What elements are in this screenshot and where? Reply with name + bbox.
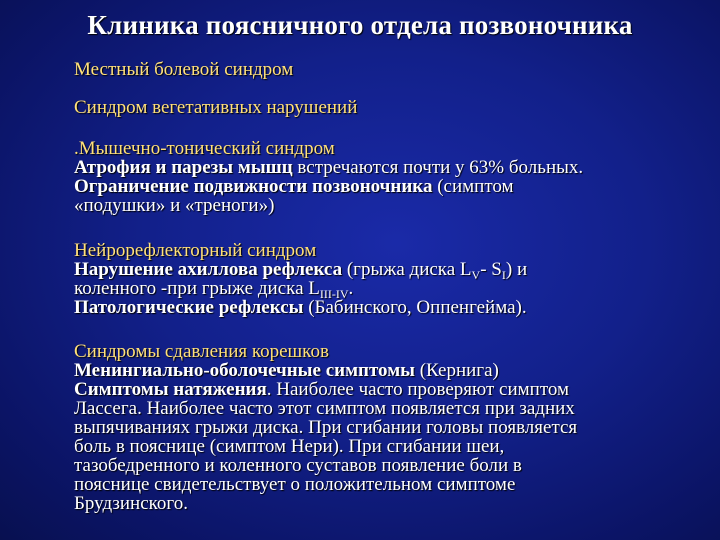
atrophy-bold: Атрофия и парезы мышц bbox=[74, 157, 293, 178]
neri-line: боль в пояснице (симптом Нери). При сгибании шеи, bbox=[74, 436, 505, 457]
knee-end: . bbox=[348, 278, 354, 299]
limit-rest: (симптом bbox=[432, 176, 514, 197]
tension-line bbox=[74, 380, 577, 399]
patho-rest: (Бабинского, Оппенгейма). bbox=[303, 297, 527, 318]
tension-rest: . Наиболее часто проверяют симптом bbox=[266, 379, 570, 400]
protrusion-line: выпячиваниях грыжи диска. При сгибании головы появляется bbox=[74, 417, 578, 438]
sub-v: V bbox=[471, 268, 481, 282]
root-compression-heading: Синдромы сдавления корешков bbox=[74, 341, 329, 362]
mening-rest: (Кернига) bbox=[414, 360, 499, 381]
limit-cont: «подушки» и «треноги») bbox=[74, 195, 275, 216]
tension-bold: Симптомы натяжения bbox=[74, 379, 267, 400]
lasegue-line: Лассега. Наиболее часто этот симптом появляется при задних bbox=[74, 398, 575, 419]
patho-bold: Патологические рефлексы bbox=[74, 297, 304, 318]
positive-sign-line: пояснице свидетельствует о положительном симптоме bbox=[74, 474, 516, 495]
item-local-pain: Местный болевой синдром bbox=[74, 59, 294, 80]
neuroreflex-heading: Нейрорефлекторный синдром bbox=[74, 240, 317, 261]
atrophy-rest: встречаются почти у 63% больных. bbox=[292, 157, 584, 178]
achilles-bold: Нарушение ахиллова рефлекса bbox=[74, 259, 343, 280]
sub-iii-iv: III-IV bbox=[319, 287, 349, 301]
mening-bold: Менингиально-оболочечные симптомы bbox=[74, 360, 415, 381]
hip-knee-line: тазобедренного и коленного суставов появление боли в bbox=[74, 455, 522, 476]
knee-text: коленного -при грыже диска L bbox=[74, 278, 320, 299]
item-vegetative: Синдром вегетативных нарушений bbox=[74, 97, 358, 118]
mening-line bbox=[74, 361, 577, 380]
atrophy-line bbox=[74, 158, 583, 177]
achilles-rest: (грыжа диска L bbox=[342, 259, 472, 280]
limit-bold: Ограничение подвижности позвоночника bbox=[74, 176, 433, 197]
slide-title: Клиника поясничного отдела позвоночника bbox=[87, 10, 633, 40]
muscle-tonic-heading: .Мышечно-тонический синдром bbox=[74, 138, 335, 159]
block-muscle-tonic bbox=[74, 139, 583, 215]
sub-i: I bbox=[501, 268, 506, 282]
patho-line bbox=[74, 298, 527, 317]
knee-line bbox=[74, 278, 527, 301]
dash-s: - S bbox=[480, 259, 502, 280]
achilles-line bbox=[74, 259, 528, 282]
block-neuroreflex bbox=[74, 241, 527, 317]
limit-line bbox=[74, 177, 583, 196]
brudzinski-line: Брудзинского. bbox=[74, 493, 188, 514]
block-root-compression bbox=[74, 342, 577, 513]
achilles-end: ) и bbox=[505, 259, 528, 280]
